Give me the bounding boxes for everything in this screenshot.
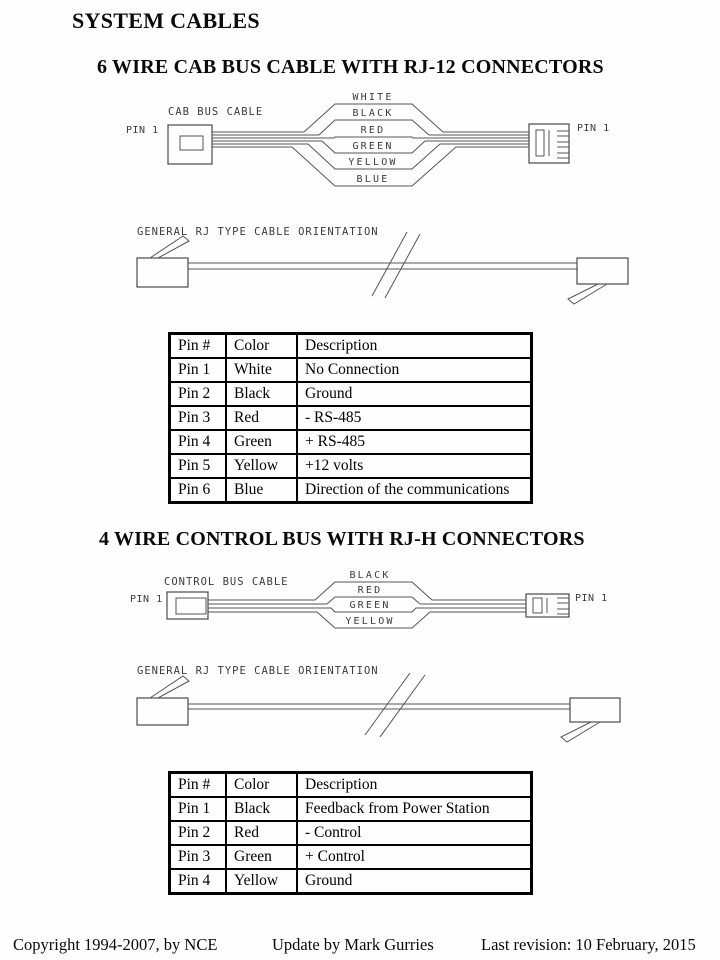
- cell-pin: Pin 4: [170, 430, 227, 454]
- right-connector: [529, 124, 569, 163]
- flat-cable: [188, 704, 570, 709]
- flat-cable: [188, 263, 577, 269]
- table-row: [170, 382, 532, 406]
- wire-labels: [345, 570, 394, 627]
- cell-pin: Pin 4: [170, 869, 227, 894]
- header-color: Color: [226, 334, 297, 359]
- cell-pin: Pin 1: [170, 358, 227, 382]
- cable-break-marks: [365, 673, 425, 737]
- cell-desc: Ground: [297, 382, 532, 406]
- right-plug: [561, 698, 620, 742]
- left-connector: [168, 125, 212, 164]
- cable-break-marks: [372, 232, 420, 298]
- header-color: Color: [226, 773, 297, 798]
- cell-pin: Pin 1: [170, 797, 227, 821]
- header-pin: Pin #: [170, 334, 227, 359]
- latch-clip: [150, 236, 189, 258]
- cell-desc: - Control: [297, 821, 532, 845]
- cell-color: Yellow: [226, 869, 297, 894]
- footer-revision: Last revision: 10 February, 2015: [481, 935, 696, 954]
- pin-table-4wire: [168, 771, 533, 895]
- cell-desc: - RS-485: [297, 406, 532, 430]
- wire-label: BLACK: [352, 108, 394, 119]
- connector-pins: [557, 598, 569, 614]
- footer-update: Update by Mark Gurries: [272, 935, 434, 954]
- cable-label: CAB BUS CABLE: [168, 106, 264, 118]
- cell-color: Black: [226, 797, 297, 821]
- wire-label: YELLOW: [348, 157, 398, 168]
- wire-label: RED: [357, 585, 383, 596]
- pin1-left-label: PIN 1: [130, 594, 163, 605]
- cell-color: Red: [226, 406, 297, 430]
- table-header-row: [170, 334, 532, 359]
- rj-orientation-diagram-2: [120, 658, 640, 753]
- cell-pin: Pin 2: [170, 821, 227, 845]
- cell-color: Green: [226, 845, 297, 869]
- pin1-right-label: PIN 1: [575, 593, 608, 604]
- table-row: [170, 358, 532, 382]
- cell-pin: Pin 2: [170, 382, 227, 406]
- cell-desc: Feedback from Power Station: [297, 797, 532, 821]
- wire-labels: [348, 92, 397, 185]
- connector-pins: [557, 131, 569, 158]
- left-plug: [137, 676, 189, 725]
- right-plug: [568, 258, 628, 304]
- cell-color: Black: [226, 382, 297, 406]
- latch-clip: [561, 722, 600, 742]
- table-row: [170, 797, 532, 821]
- header-desc: Description: [297, 334, 532, 359]
- cell-desc: Direction of the communications: [297, 478, 532, 503]
- section1-heading: 6 WIRE CAB BUS CABLE WITH RJ-12 CONNECTORS: [97, 56, 604, 78]
- cell-desc: Ground: [297, 869, 532, 894]
- cell-color: Yellow: [226, 454, 297, 478]
- wire-label: GREEN: [349, 600, 391, 611]
- wire-label: BLACK: [349, 570, 391, 581]
- table-row: [170, 869, 532, 894]
- pin1-left-label: PIN 1: [126, 125, 159, 136]
- footer-copyright: Copyright 1994-2007, by NCE: [13, 935, 218, 954]
- rj-orientation-diagram-1: [120, 220, 640, 310]
- left-connector: [167, 592, 208, 619]
- table-header-row: [170, 773, 532, 798]
- latch-clip: [150, 676, 189, 698]
- cell-color: Red: [226, 821, 297, 845]
- cell-color: Blue: [226, 478, 297, 503]
- pin1-right-label: PIN 1: [577, 123, 610, 134]
- left-plug: [137, 236, 189, 287]
- wire-label: RED: [360, 125, 386, 136]
- wire-label: WHITE: [352, 92, 394, 103]
- page-title: SYSTEM CABLES: [72, 8, 260, 33]
- cell-color: Green: [226, 430, 297, 454]
- wire-label: GREEN: [352, 141, 394, 152]
- header-pin: Pin #: [170, 773, 227, 798]
- control-bus-cable-diagram: [100, 565, 620, 653]
- cab-bus-cable-diagram: [100, 88, 620, 202]
- cell-desc: +12 volts: [297, 454, 532, 478]
- cell-pin: Pin 5: [170, 454, 227, 478]
- pin-table-6wire: [168, 332, 533, 504]
- cell-desc: + RS-485: [297, 430, 532, 454]
- table-row: [170, 430, 532, 454]
- header-desc: Description: [297, 773, 532, 798]
- table-row: [170, 406, 532, 430]
- cell-desc: + Control: [297, 845, 532, 869]
- orientation-label: GENERAL RJ TYPE CABLE ORIENTATION: [137, 226, 379, 238]
- table-row: [170, 478, 532, 503]
- cell-color: White: [226, 358, 297, 382]
- cell-pin: Pin 6: [170, 478, 227, 503]
- right-connector: [526, 594, 569, 617]
- table-row: [170, 845, 532, 869]
- cell-pin: Pin 3: [170, 845, 227, 869]
- wire-label: YELLOW: [345, 616, 395, 627]
- table-row: [170, 454, 532, 478]
- cell-pin: Pin 3: [170, 406, 227, 430]
- cable-label: CONTROL BUS CABLE: [164, 576, 289, 588]
- wire-label: BLUE: [356, 174, 390, 185]
- table-row: [170, 821, 532, 845]
- section2-heading: 4 WIRE CONTROL BUS WITH RJ-H CONNECTORS: [99, 528, 585, 550]
- orientation-label: GENERAL RJ TYPE CABLE ORIENTATION: [137, 665, 379, 677]
- cell-desc: No Connection: [297, 358, 532, 382]
- latch-clip: [568, 284, 607, 304]
